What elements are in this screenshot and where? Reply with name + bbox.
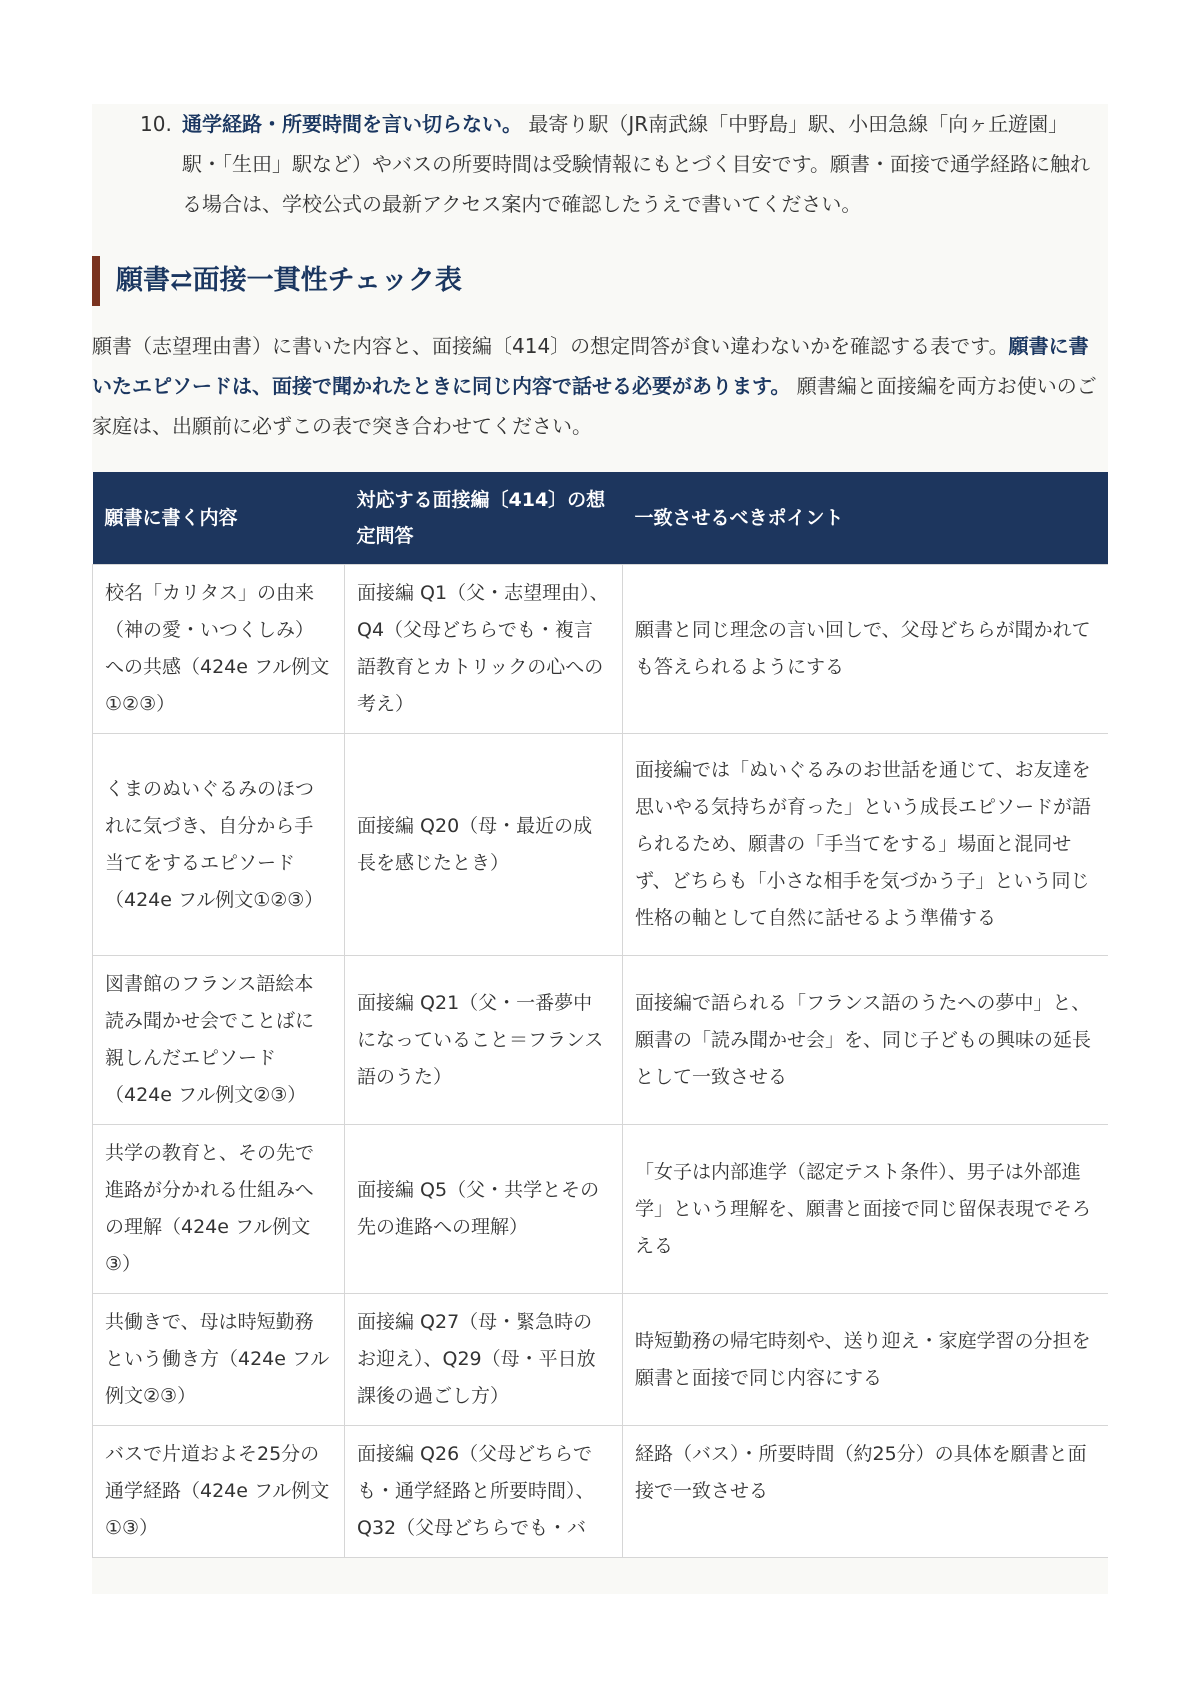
table-cell: 「女子は内部進学（認定テスト条件）、男子は外部進学」という理解を、願書と面接で同じ留保表現でそろえる (623, 1125, 1109, 1294)
table-row (93, 1426, 1109, 1558)
table-cell: 時短勤務の帰宅時刻や、送り迎え・家庭学習の分担を願書と面接で同じ内容にする (623, 1294, 1109, 1426)
table-cell: 面接編で語られる「フランス語のうたへの夢中」と、願書の「読み聞かせ会」を、同じ子どもの興味の延長として一致させる (623, 956, 1109, 1125)
table-cell: 共働きで、母は時短勤務という働き方（424e フル例文②③） (93, 1294, 345, 1426)
table-row (93, 956, 1109, 1125)
table-cell: 図書館のフランス語絵本読み聞かせ会でことばに親しんだエピソード（424e フル例文②③） (93, 956, 345, 1125)
table-row (93, 1294, 1109, 1426)
table-cell: 校名「カリタス」の由来（神の愛・いつくしみ）への共感（424e フル例文①②③） (93, 565, 345, 734)
header-consistency-point: 一致させるべきポイント (623, 472, 1109, 565)
document-content (92, 104, 1108, 1594)
table-header-row (93, 472, 1109, 565)
list-item-text: 最寄り駅（JR南武線「中野島」駅、小田急線「向ヶ丘遊園」駅・「生田」駅など）やバスの所要時間は受験情報にもとづく目安です。願書・面接で通学経路に触れる場合は、学校公式の最新アクセス案内で確認したうえで書いてください。 (182, 112, 1090, 216)
list-number: 10. (140, 112, 172, 136)
table-row (93, 734, 1109, 956)
table-cell: 経路（バス）・所要時間（約25分）の具体を願書と面接で一致させる (623, 1426, 1109, 1558)
consistency-check-table (92, 472, 1108, 1558)
intro-text-2: 願書編と面接編を両方お使いのご家庭は、出願前に必ずこの表で突き合わせてください。 (92, 374, 1097, 438)
table-cell: 面接編 Q1（父・志望理由）、Q4（父母どちらでも・複言語教育とカトリックの心への考え） (345, 565, 623, 734)
table-cell: 共学の教育と、その先で進路が分かれる仕組みへの理解（424e フル例文③） (93, 1125, 345, 1294)
table-cell: 面接編 Q21（父・一番夢中になっていること＝フランス語のうた） (345, 956, 623, 1125)
header-application-content: 願書に書く内容 (93, 472, 345, 565)
table-cell: 願書と同じ理念の言い回しで、父母どちらが聞かれても答えられるようにする (623, 565, 1109, 734)
table-cell: 面接編 Q20（母・最近の成長を感じたとき） (345, 734, 623, 956)
table-cell: くまのぬいぐるみのほつれに気づき、自分から手当てをするエピソード（424e フル例文①②③） (93, 734, 345, 956)
table-cell: 面接編 Q26（父母どちらでも・通学経路と所要時間）、Q32（父母どちらでも・バ (345, 1426, 623, 1558)
table-row (93, 1125, 1109, 1294)
table-cell: 面接編 Q27（母・緊急時のお迎え）、Q29（母・平日放課後の過ごし方） (345, 1294, 623, 1426)
section-heading: 願書⇄面接一貫性チェック表 (92, 256, 1108, 306)
section-intro (92, 326, 1108, 446)
intro-text-1: 願書（志望理由書）に書いた内容と、面接編〔414〕の想定問答が食い違わないかを確認する表です。 (92, 334, 1009, 358)
list-item-strong: 通学経路・所要時間を言い切らない。 (182, 112, 522, 136)
intro-strong: 願書に書いたエピソードは、面接で聞かれたときに同じ内容で話せる必要があります。 (92, 334, 1089, 398)
table-cell: 面接編では「ぬいぐるみのお世話を通じて、お友達を思いやる気持ちが育った」という成長エピソードが語られるため、願書の「手当てをする」場面と混同せず、どちらも「小さな相手を気づかう子」という同じ性格の軸として自然に話せるよう準備する (623, 734, 1109, 956)
list-item-10 (92, 104, 1108, 224)
header-interview-qa: 対応する面接編〔414〕の想定問答 (345, 472, 623, 565)
table-row (93, 565, 1109, 734)
table-cell: バスで片道およそ25分の通学経路（424e フル例文①③） (93, 1426, 345, 1558)
table-cell: 面接編 Q5（父・共学とその先の進路への理解） (345, 1125, 623, 1294)
